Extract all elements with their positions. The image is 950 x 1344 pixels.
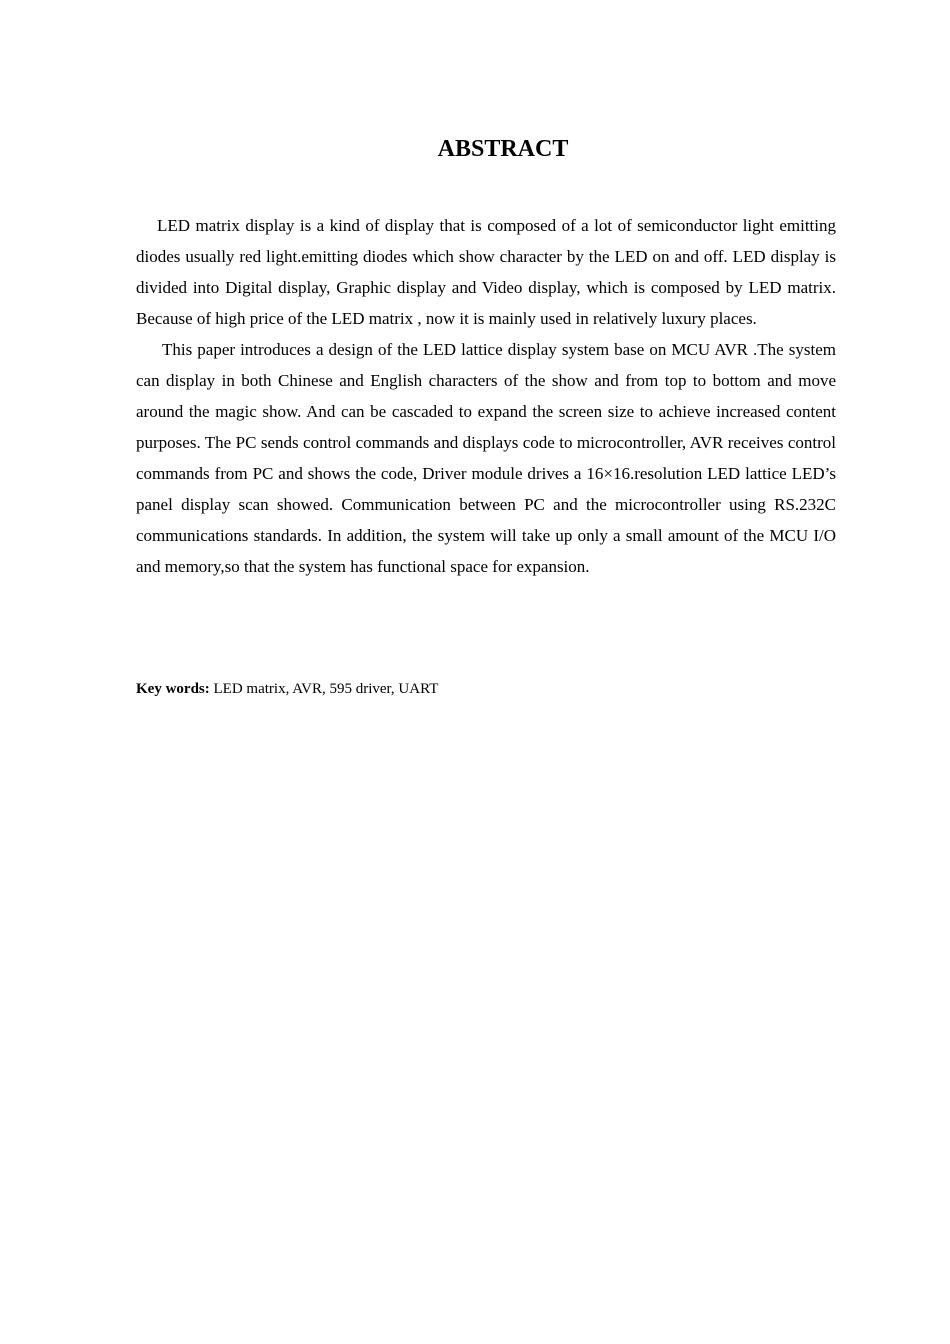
abstract-paragraph-2: This paper introduces a design of the LED lattice display system base on MCU AVR .The system can display in both Chinese and English characters of the show and from top to bottom and move around the magic show. And can be cascaded to expand the screen size to achieve increased content purposes. The PC sends control commands and displays code to microcontroller, AVR receives control commands from PC and shows the code, Driver module drives a 16×16.resolution LED lattice LED’s panel display scan showed. Communication between PC and the microcontroller using RS.232C communications standards. In addition, the system will take up only a small amount of the MCU I/O and memory,so that the system has functional space for expansion. xyxy=(136,340,836,576)
keywords-label: Key words: xyxy=(136,681,210,697)
keywords-line xyxy=(136,678,836,700)
abstract-body xyxy=(136,210,836,582)
abstract-paragraph-1: LED matrix display is a kind of display that is composed of a lot of semiconductor light emitting diodes usually red light.emitting diodes which show character by the LED on and off. LED display is divided into Digital display, Graphic display and Video display, which is composed by LED matrix. Because of high price of the LED matrix , now it is mainly used in relatively luxury places. xyxy=(136,216,836,328)
keywords-value: LED matrix, AVR, 595 driver, UART xyxy=(209,681,439,697)
abstract-title: ABSTRACT xyxy=(437,136,569,162)
